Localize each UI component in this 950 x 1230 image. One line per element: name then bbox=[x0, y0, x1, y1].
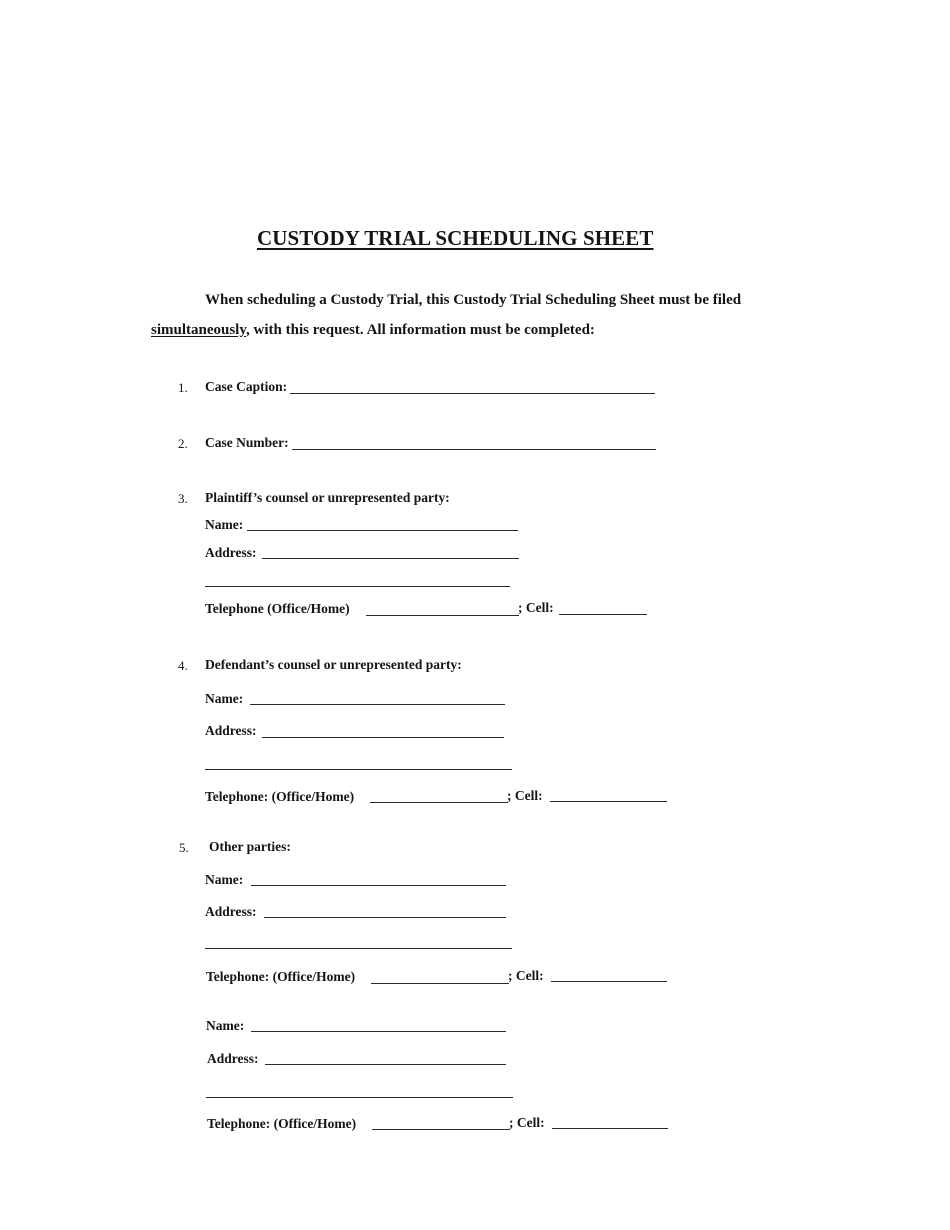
plaintiff-telephone-field[interactable] bbox=[366, 615, 519, 616]
plaintiff-address-label: Address: bbox=[205, 545, 257, 560]
defendant-address-label: Address: bbox=[205, 723, 257, 738]
intro-line-2-rest: , with this request. All information must be completed: bbox=[246, 322, 595, 338]
case-number-label: Case Number: bbox=[205, 435, 289, 450]
defendant-cell-field[interactable] bbox=[550, 801, 667, 802]
plaintiff-cell-field[interactable] bbox=[559, 614, 647, 615]
item-number-4: 4. bbox=[178, 658, 188, 673]
other-party-1-telephone-label: Telephone: (Office/Home) bbox=[206, 969, 356, 984]
plaintiff-cell-label: ; Cell: bbox=[518, 600, 554, 615]
intro-line-1: When scheduling a Custody Trial, this Custody Trial Scheduling Sheet must be filed bbox=[205, 292, 742, 308]
other-party-1-address-field-2[interactable] bbox=[205, 948, 512, 949]
other-party-2-telephone-field[interactable] bbox=[372, 1129, 510, 1130]
plaintiff-name-label: Name: bbox=[205, 517, 244, 532]
plaintiff-address-field-2[interactable] bbox=[205, 586, 510, 587]
item-number-2: 2. bbox=[178, 436, 188, 451]
other-party-1-telephone-field[interactable] bbox=[371, 983, 509, 984]
other-party-1-address-label: Address: bbox=[205, 904, 257, 919]
other-party-1-name-label: Name: bbox=[205, 872, 244, 887]
page-title: CUSTODY TRIAL SCHEDULING SHEET bbox=[257, 226, 654, 250]
other-parties-heading: Other parties: bbox=[209, 839, 291, 854]
plaintiff-telephone-label: Telephone (Office/Home) bbox=[205, 601, 350, 616]
defendant-telephone-field[interactable] bbox=[370, 802, 508, 803]
item-number-3: 3. bbox=[178, 491, 188, 506]
item-number-5: 5. bbox=[179, 840, 189, 855]
case-caption-field[interactable] bbox=[290, 393, 655, 394]
other-party-1-name-field[interactable] bbox=[251, 885, 506, 886]
defendant-telephone-label: Telephone: (Office/Home) bbox=[205, 789, 355, 804]
defendant-address-field[interactable] bbox=[262, 737, 504, 738]
case-caption-label: Case Caption: bbox=[205, 379, 288, 394]
other-party-2-cell-field[interactable] bbox=[552, 1128, 668, 1129]
plaintiff-name-field[interactable] bbox=[247, 530, 518, 531]
other-party-2-name-field[interactable] bbox=[251, 1031, 506, 1032]
defendant-heading: Defendant’s counsel or unrepresented party: bbox=[205, 657, 462, 672]
defendant-cell-label: ; Cell: bbox=[507, 788, 543, 803]
other-party-1-cell-field[interactable] bbox=[551, 981, 667, 982]
case-number-field[interactable] bbox=[292, 449, 656, 450]
intro-emphasis: simultaneously bbox=[151, 322, 247, 338]
other-party-2-address-label: Address: bbox=[207, 1051, 259, 1066]
defendant-address-field-2[interactable] bbox=[205, 769, 512, 770]
intro-line-2 bbox=[151, 322, 595, 339]
other-party-2-telephone-label: Telephone: (Office/Home) bbox=[207, 1116, 357, 1131]
other-party-2-address-field[interactable] bbox=[265, 1064, 506, 1065]
plaintiff-heading: Plaintiff’s counsel or unrepresented party: bbox=[205, 490, 450, 505]
other-party-2-address-field-2[interactable] bbox=[206, 1097, 513, 1098]
other-party-2-name-label: Name: bbox=[206, 1018, 245, 1033]
other-party-1-address-field[interactable] bbox=[264, 917, 506, 918]
item-number-1: 1. bbox=[178, 380, 188, 395]
defendant-name-label: Name: bbox=[205, 691, 244, 706]
plaintiff-address-field[interactable] bbox=[262, 558, 519, 559]
other-party-2-cell-label: ; Cell: bbox=[509, 1115, 545, 1130]
defendant-name-field[interactable] bbox=[250, 704, 505, 705]
other-party-1-cell-label: ; Cell: bbox=[508, 968, 544, 983]
